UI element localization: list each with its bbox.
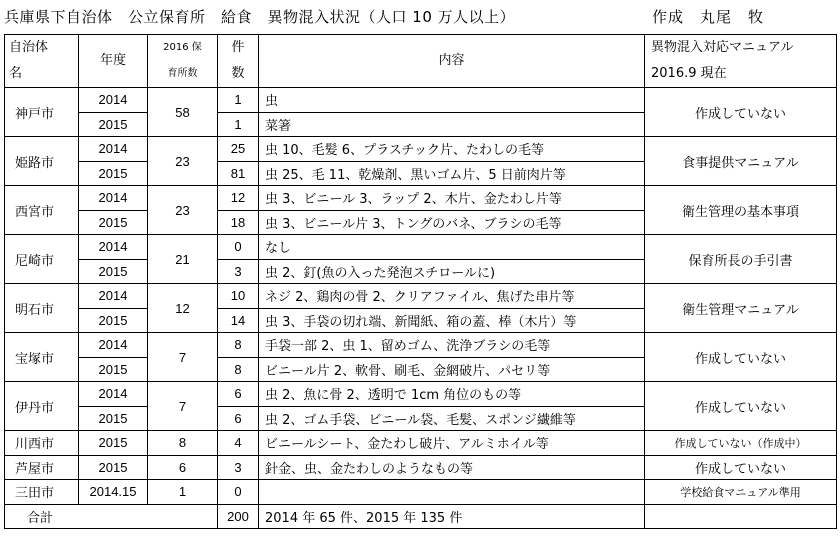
nursery-count-cell: 23 [148, 186, 218, 235]
content-cell: 手袋一部 2、虫 1、留めゴム、洗浄ブラシの毛等 [259, 333, 645, 358]
header-count-line1: 件 [231, 40, 245, 55]
table-row [5, 431, 837, 456]
header-nursery-count [148, 35, 218, 88]
content-cell: 虫 3、ビニール片 3、トングのバネ、ブラシの毛等 [259, 210, 645, 235]
header-content: 内容 [259, 35, 645, 88]
city-name: 川西市 [5, 431, 79, 456]
incident-count-cell: 8 [218, 333, 259, 358]
table-row [5, 186, 837, 211]
header-manual-line2: 2016.9 現在 [651, 66, 727, 81]
content-cell: 虫 2、釘(魚の入った発泡スチロールに) [259, 259, 645, 284]
content-cell: ネジ 2、鶏肉の骨 2、クリアファイル、焦げた串片等 [259, 284, 645, 309]
header-year: 年度 [79, 35, 148, 88]
document-author: 作成 丸尾 牧 [652, 8, 765, 26]
manual-cell: 作成していない（作成中） [645, 431, 837, 456]
city-name: 尼崎市 [5, 235, 79, 284]
nursery-count-cell: 12 [148, 284, 218, 333]
manual-cell: 作成していない [645, 88, 837, 137]
manual-cell: 衛生管理マニュアル [645, 284, 837, 333]
table-row [5, 88, 837, 113]
nursery-count-cell: 58 [148, 88, 218, 137]
year-cell: 2015 [79, 112, 148, 137]
table-row [5, 137, 837, 162]
year-cell: 2015 [79, 308, 148, 333]
incident-count-cell: 6 [218, 406, 259, 431]
incident-count-cell: 1 [218, 88, 259, 113]
year-cell: 2014 [79, 333, 148, 358]
table-row [5, 333, 837, 358]
nursery-count-cell: 7 [148, 382, 218, 431]
incident-count-cell: 4 [218, 431, 259, 456]
document-title: 兵庫県下自治体 公立保育所 給食 異物混入状況（人口 10 万人以上） [4, 8, 516, 26]
content-cell: 虫 2、魚に骨 2、透明で 1cm 角位のもの等 [259, 382, 645, 407]
content-cell: 虫 3、ビニール 3、ラップ 2、木片、金たわし片等 [259, 186, 645, 211]
incident-count-cell: 18 [218, 210, 259, 235]
year-cell: 2014 [79, 382, 148, 407]
table-row [5, 455, 837, 480]
total-row [5, 504, 837, 529]
table-row [5, 480, 837, 505]
table-header [5, 35, 837, 88]
year-cell: 2015 [79, 431, 148, 456]
table-row [5, 235, 837, 260]
content-cell: 虫 2、ゴム手袋、ビニール袋、毛髪、スポンジ繊維等 [259, 406, 645, 431]
city-name: 芦屋市 [5, 455, 79, 480]
nursery-count-cell: 21 [148, 235, 218, 284]
nursery-count-cell: 7 [148, 333, 218, 382]
table-row [5, 284, 837, 309]
content-cell: なし [259, 235, 645, 260]
header-nursery-line1: 2016 保 [163, 42, 202, 53]
incident-count-cell: 25 [218, 137, 259, 162]
incident-count-cell: 3 [218, 455, 259, 480]
total-content: 2014 年 65 件、2015 年 135 件 [259, 504, 645, 529]
city-name: 西宮市 [5, 186, 79, 235]
incident-count-cell: 1 [218, 112, 259, 137]
year-cell: 2015 [79, 210, 148, 235]
incident-count-cell: 14 [218, 308, 259, 333]
total-label: 合計 [5, 504, 218, 529]
year-cell: 2014 [79, 284, 148, 309]
year-cell: 2014 [79, 88, 148, 113]
manual-cell: 学校給食マニュアル準用 [645, 480, 837, 505]
header-city [5, 35, 79, 88]
manual-cell: 保育所長の手引書 [645, 235, 837, 284]
header-manual [645, 35, 837, 88]
header-count [218, 35, 259, 88]
year-cell: 2015 [79, 455, 148, 480]
city-name: 明石市 [5, 284, 79, 333]
incident-count-cell: 81 [218, 161, 259, 186]
manual-cell: 食事提供マニュアル [645, 137, 837, 186]
manual-cell: 作成していない [645, 382, 837, 431]
city-name: 宝塚市 [5, 333, 79, 382]
content-cell: 虫 3、手袋の切れ端、新聞紙、箱の蓋、棒（木片）等 [259, 308, 645, 333]
content-cell: ビニール片 2、軟骨、刷毛、金網破片、パセリ等 [259, 357, 645, 382]
year-cell: 2014.15 [79, 480, 148, 505]
incident-count-cell: 8 [218, 357, 259, 382]
nursery-count-cell: 23 [148, 137, 218, 186]
header-city-line1: 自治体 [9, 40, 49, 55]
manual-cell: 作成していない [645, 455, 837, 480]
content-cell: 菜箸 [259, 112, 645, 137]
table-body [5, 88, 837, 529]
incident-count-cell: 0 [218, 480, 259, 505]
year-cell: 2015 [79, 161, 148, 186]
header-manual-line1: 異物混入対応マニュアル [651, 40, 794, 55]
incident-count-cell: 0 [218, 235, 259, 260]
header-city-line2: 名 [9, 66, 23, 81]
content-cell: 虫 10、毛髪 6、プラスチック片、たわしの毛等 [259, 137, 645, 162]
document-header [4, 6, 836, 28]
incident-table [4, 34, 837, 529]
nursery-count-cell: 8 [148, 431, 218, 456]
city-name: 姫路市 [5, 137, 79, 186]
incident-count-cell: 6 [218, 382, 259, 407]
manual-cell: 作成していない [645, 333, 837, 382]
manual-cell: 衛生管理の基本事項 [645, 186, 837, 235]
content-cell: ビニールシート、金たわし破片、アルミホイル等 [259, 431, 645, 456]
year-cell: 2015 [79, 259, 148, 284]
total-manual-empty [645, 504, 837, 529]
year-cell: 2014 [79, 137, 148, 162]
year-cell: 2014 [79, 235, 148, 260]
year-cell: 2014 [79, 186, 148, 211]
content-cell [259, 480, 645, 505]
year-cell: 2015 [79, 357, 148, 382]
incident-count-cell: 12 [218, 186, 259, 211]
year-cell: 2015 [79, 406, 148, 431]
incident-count-cell: 3 [218, 259, 259, 284]
table-row [5, 382, 837, 407]
nursery-count-cell: 1 [148, 480, 218, 505]
incident-count-cell: 10 [218, 284, 259, 309]
header-nursery-line2: 育所数 [167, 68, 198, 79]
city-name: 三田市 [5, 480, 79, 505]
city-name: 神戸市 [5, 88, 79, 137]
total-count: 200 [218, 504, 259, 529]
content-cell: 虫 [259, 88, 645, 113]
city-name: 伊丹市 [5, 382, 79, 431]
content-cell: 虫 25、毛 11、乾燥剤、黒いゴム片、5 日前肉片等 [259, 161, 645, 186]
content-cell: 針金、虫、金たわしのようなもの等 [259, 455, 645, 480]
header-count-line2: 数 [231, 66, 245, 81]
nursery-count-cell: 6 [148, 455, 218, 480]
